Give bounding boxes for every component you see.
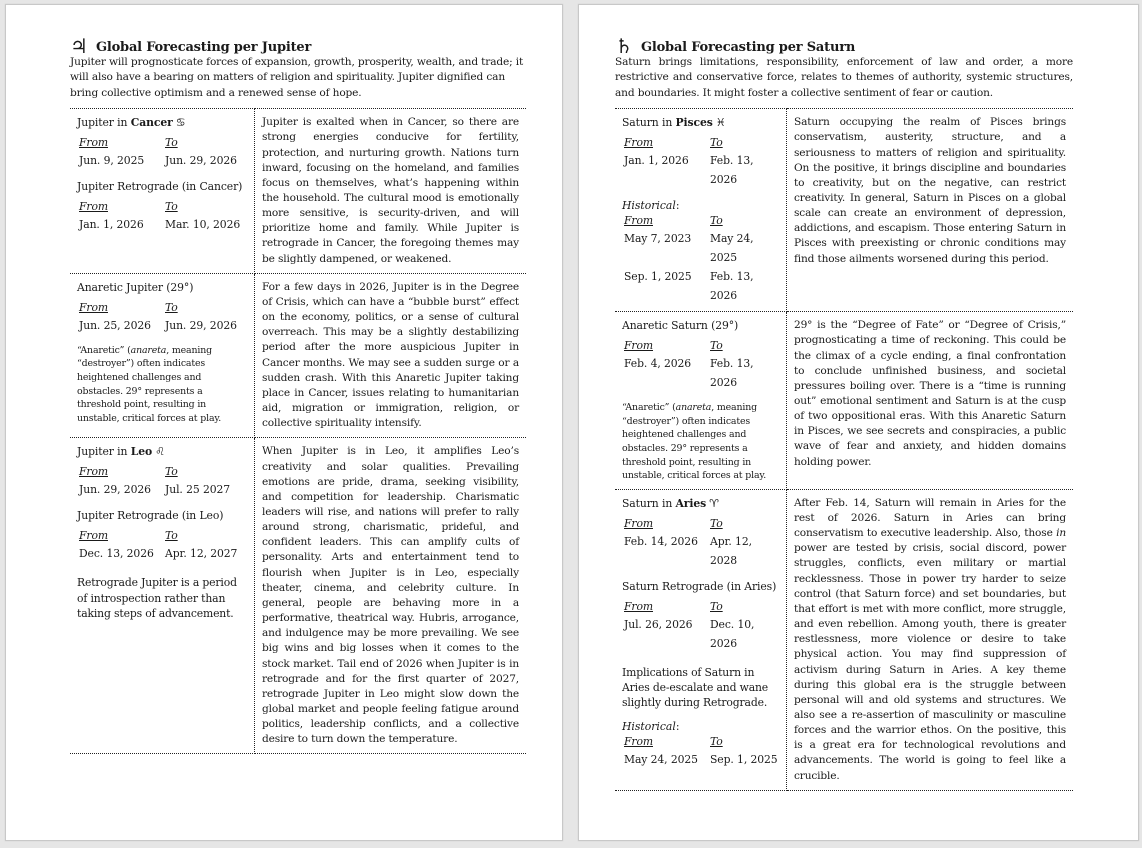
to-date: Jun. 29, 2026 xyxy=(165,154,237,168)
historical-date-range xyxy=(622,734,779,769)
jupiter-symbol-icon: ♃ xyxy=(70,34,88,58)
to-date: Dec. 10, 2026 xyxy=(710,617,755,650)
historical-heading: Historical: xyxy=(622,720,680,734)
transit-dates-cell xyxy=(70,438,255,754)
to-label: To xyxy=(710,516,723,530)
jupiter-heading xyxy=(70,34,526,58)
to-label: To xyxy=(165,529,178,543)
sign-name: Cancer xyxy=(130,116,173,130)
to-date: Jun. 29, 2026 xyxy=(165,318,237,332)
anaretic-note: “Anaretic” (anareta, meaning “destroyer”) often indicates heightened challenges and obstacles. 29° represents a threshold point, resulting in unstable, critical forces at play. xyxy=(77,344,222,424)
forecast-text: Jupiter is exalted when in Cancer, so there are strong energies conducive for fertility, protection, and nurturing growth. Nations turn inward, focusing on the homeland, and families focus on themselves, what’s happening within the household. The cultural mood is emotionally more sensitive, is security-driven, and will prioritize home and family. While Jupiter is retrograde in Cancer, the foregoing themes may be slightly dampened, or weakened. xyxy=(262,116,519,265)
forecast-text: When Jupiter is in Leo, it amplifies Leo’s creativity and solar qualities. Prevailing emotions are pride, drama, seeking visibility, and competition for leadership. Charismatic leaders will rise, and nations will prefer to rally around strong, charismatic, prideful, and confident leaders. This can amplify cults of personality. Arts and entertainment tend to flourish when Jupiter is in Leo, especially theater, cinema, and celebrity culture. In general, people are behaving more in a performative, theatrical way. Hubris, arrogance, and indulgence may be more prevailing. We see big wins and big losses when it comes to the stock market. Tail end of 2026 when Jupiter is in retrograde and for the first quarter of 2027, retrograde Jupiter in Leo might slow down the global market and people feeling fatigue around politics, leadership conflicts, and a collective desire to turn down the temperature. xyxy=(262,445,519,746)
from-date: Jan. 1, 2026 xyxy=(624,154,689,168)
date-range xyxy=(622,338,779,392)
leo-sign-icon: ♌ xyxy=(155,445,165,459)
jupiter-section xyxy=(70,35,526,754)
from-date: Jul. 26, 2026 xyxy=(624,617,693,631)
date-range xyxy=(77,300,247,335)
from-label: From xyxy=(79,465,108,479)
pisces-sign-icon: ♓ xyxy=(715,116,726,130)
to-label: To xyxy=(710,339,723,353)
from-label: From xyxy=(79,200,108,214)
to-date: May 24, 2025 xyxy=(710,232,754,265)
table-row xyxy=(70,109,526,274)
from-date: Dec. 13, 2026 xyxy=(79,547,154,561)
transit-heading: Jupiter in Leo ♌ xyxy=(77,445,165,459)
retrograde-heading: Jupiter Retrograde (in Cancer) xyxy=(77,180,243,194)
from-date: May 7, 2023 xyxy=(624,232,692,246)
to-date: Sep. 1, 2025 xyxy=(710,753,778,767)
from-label: From xyxy=(624,214,653,228)
transit-dates-cell xyxy=(70,109,255,274)
sign-name: Pisces xyxy=(675,116,713,130)
transit-heading: Anaretic Jupiter (29°) xyxy=(77,280,194,294)
from-date: Jun. 29, 2026 xyxy=(79,483,151,497)
forecast-text-cell xyxy=(787,312,1074,490)
transit-heading: Anaretic Saturn (29°) xyxy=(622,319,739,333)
to-date: Jul. 25 2027 xyxy=(165,483,231,497)
from-date: Jun. 9, 2025 xyxy=(79,154,145,168)
table-row xyxy=(70,438,526,754)
retrograde-heading: Saturn Retrograde (in Aries) xyxy=(622,579,777,593)
aries-sign-icon: ♈ xyxy=(709,496,719,510)
date-range xyxy=(77,464,247,499)
forecast-text: After Feb. 14, Saturn will remain in Aries for the rest of 2026. Saturn in Aries can bring conservatism to executive leadership. Also, those in power are tested by crisis, social discord, power struggles, conflicts, even military or martial recklessness. Those in power try harder to seize control (that Saturn force) and set boundaries, but that effort is met with more conflict, more struggle, and even rebellion. Among youth, there is greater restlessness, more violence or desire to take physical action. You may find suppression of activism during Saturn in Aries. A key theme during this global era is the struggle between personal will and old systems and structures. We also see a re-assertion of masculinity or masculine forces and the warrior ethos. On the positive, this is a great era for technological revolutions and advancements. The world is going to feel like a crucible. xyxy=(794,496,1066,782)
forecast-text-cell xyxy=(255,438,527,754)
to-date: Apr. 12, 2028 xyxy=(710,534,752,567)
forecast-text-cell xyxy=(787,109,1074,312)
page-title: Global Forecasting per Saturn xyxy=(640,40,856,55)
retrograde-note: Retrograde Jupiter is a period of introspection rather than taking steps of advancement. xyxy=(77,576,237,620)
date-range xyxy=(622,135,779,189)
sign-name: Aries xyxy=(675,496,707,510)
from-date: Jan. 1, 2026 xyxy=(79,218,144,232)
to-label: To xyxy=(165,465,178,479)
to-label: To xyxy=(165,300,178,314)
retrograde-date-range xyxy=(622,599,779,653)
forecast-text-cell xyxy=(255,109,527,274)
to-label: To xyxy=(165,136,178,150)
from-label: From xyxy=(624,599,653,613)
saturn-heading xyxy=(615,34,1073,58)
from-date: May 24, 2025 xyxy=(624,753,698,767)
table-row xyxy=(615,489,1073,790)
sign-name: Leo xyxy=(130,445,153,459)
saturn-section xyxy=(615,35,1073,791)
jupiter-forecast-table xyxy=(70,108,526,754)
transit-heading: Jupiter in Cancer ♋ xyxy=(77,116,186,130)
transit-dates-cell xyxy=(70,273,255,438)
from-date: Jun. 25, 2026 xyxy=(79,318,151,332)
date-range xyxy=(77,135,247,170)
anaretic-note: “Anaretic” (anareta, meaning “destroyer”) often indicates heightened challenges and obstacles. 29° represents a threshold point, resulting in unstable, critical forces at play. xyxy=(622,402,767,482)
historical-heading: Historical: xyxy=(622,199,680,213)
retrograde-date-range xyxy=(77,528,247,563)
forecast-text-cell xyxy=(787,489,1074,790)
to-date: Mar. 10, 2026 xyxy=(165,218,241,232)
to-label: To xyxy=(165,200,178,214)
from-label: From xyxy=(79,300,108,314)
from-label: From xyxy=(624,735,653,749)
forecast-text: Saturn occupying the realm of Pisces brings conservatism, austerity, structure, and a seriousness to matters of religion and spirituality. On the positive, it brings discipline and boundaries to creativity, but on the negative, can restrict creativity. In general, Saturn in Pisces on a global scale can create an environment of depression, addictions, and escapism. Those entering Saturn in Pisces with preexisting or chronic conditions may find those ailments worsened during this period. xyxy=(794,116,1066,265)
from-date: Feb. 4, 2026 xyxy=(624,357,692,371)
transit-heading: Saturn in Aries ♈ xyxy=(622,496,719,510)
forecast-text: 29° is the “Degree of Fate” or “Degree of Crisis,” prognosticating a time of reckoning. This could be the climax of a cycle ending, a final confrontation to conclude unfinished business, and societal pressures boiling over. There is a “time is running out” emotional sentiment and Saturn is at the cusp of two oppositional eras. With this Anaretic Saturn in Pisces, we see secrets and conspiracies, a public wave of fear and anxiety, and hidden domains holding power. xyxy=(794,319,1066,468)
table-row xyxy=(615,109,1073,312)
date-range xyxy=(622,516,779,570)
to-label: To xyxy=(710,136,723,150)
historical-date-range xyxy=(622,213,779,305)
table-row xyxy=(70,273,526,438)
saturn-intro: Saturn brings limitations, responsibility, enforcement of law and order, a more restrictive and conservative force, relates to themes of authority, systemic structures, and boundaries. It might foster a collective sentiment of fear or caution. xyxy=(615,56,1073,99)
to-label: To xyxy=(710,214,723,228)
retrograde-heading: Jupiter Retrograde (in Leo) xyxy=(77,509,224,523)
to-label: To xyxy=(710,735,723,749)
table-row xyxy=(615,312,1073,490)
transit-dates-cell xyxy=(615,312,787,490)
from-label: From xyxy=(624,339,653,353)
forecast-text-cell xyxy=(255,273,527,438)
forecast-text: For a few days in 2026, Jupiter is in the Degree of Crisis, which can have a “bubble burst” effect on the economy, politics, or a sense of cultural overreach. This may be a slightly destabilizing period after the more auspicious Jupiter in Cancer months. We may see a sudden surge or a sudden crash. With this Anaretic Jupiter taking place in Cancer, issues relating to humanitarian aid, migration or immigration, religion, or collective spirituality intensify. xyxy=(262,280,519,430)
retrograde-date-range xyxy=(77,199,247,234)
from-label: From xyxy=(624,136,653,150)
to-label: To xyxy=(710,599,723,613)
saturn-forecast-table xyxy=(615,108,1073,791)
to-date: Apr. 12, 2027 xyxy=(165,547,238,561)
from-date: Feb. 14, 2026 xyxy=(624,534,698,548)
transit-heading: Saturn in Pisces ♓ xyxy=(622,116,726,130)
document-page-jupiter xyxy=(5,4,563,841)
from-date: Sep. 1, 2025 xyxy=(624,270,692,284)
to-date: Feb. 13, 2026 xyxy=(710,154,754,187)
transit-dates-cell xyxy=(615,109,787,312)
from-label: From xyxy=(79,136,108,150)
from-label: From xyxy=(624,516,653,530)
from-label: From xyxy=(79,529,108,543)
to-date: Feb. 13, 2026 xyxy=(710,270,754,303)
document-page-saturn xyxy=(578,4,1139,841)
transit-dates-cell xyxy=(615,489,787,790)
page-title: Global Forecasting per Jupiter xyxy=(95,40,312,55)
saturn-symbol-icon: ♄ xyxy=(615,34,633,58)
jupiter-intro: Jupiter will prognosticate forces of expansion, growth, prosperity, wealth, and trade; it will also have a bearing on matters of religion and spirituality. Jupiter dignified can bring collective optimism and a renewed sense of hope. xyxy=(70,56,524,99)
cancer-sign-icon: ♋ xyxy=(175,116,186,130)
to-date: Feb. 13, 2026 xyxy=(710,357,754,390)
retrograde-note: Implications of Saturn in Aries de-escalate and wane slightly during Retrograde. xyxy=(622,665,769,710)
